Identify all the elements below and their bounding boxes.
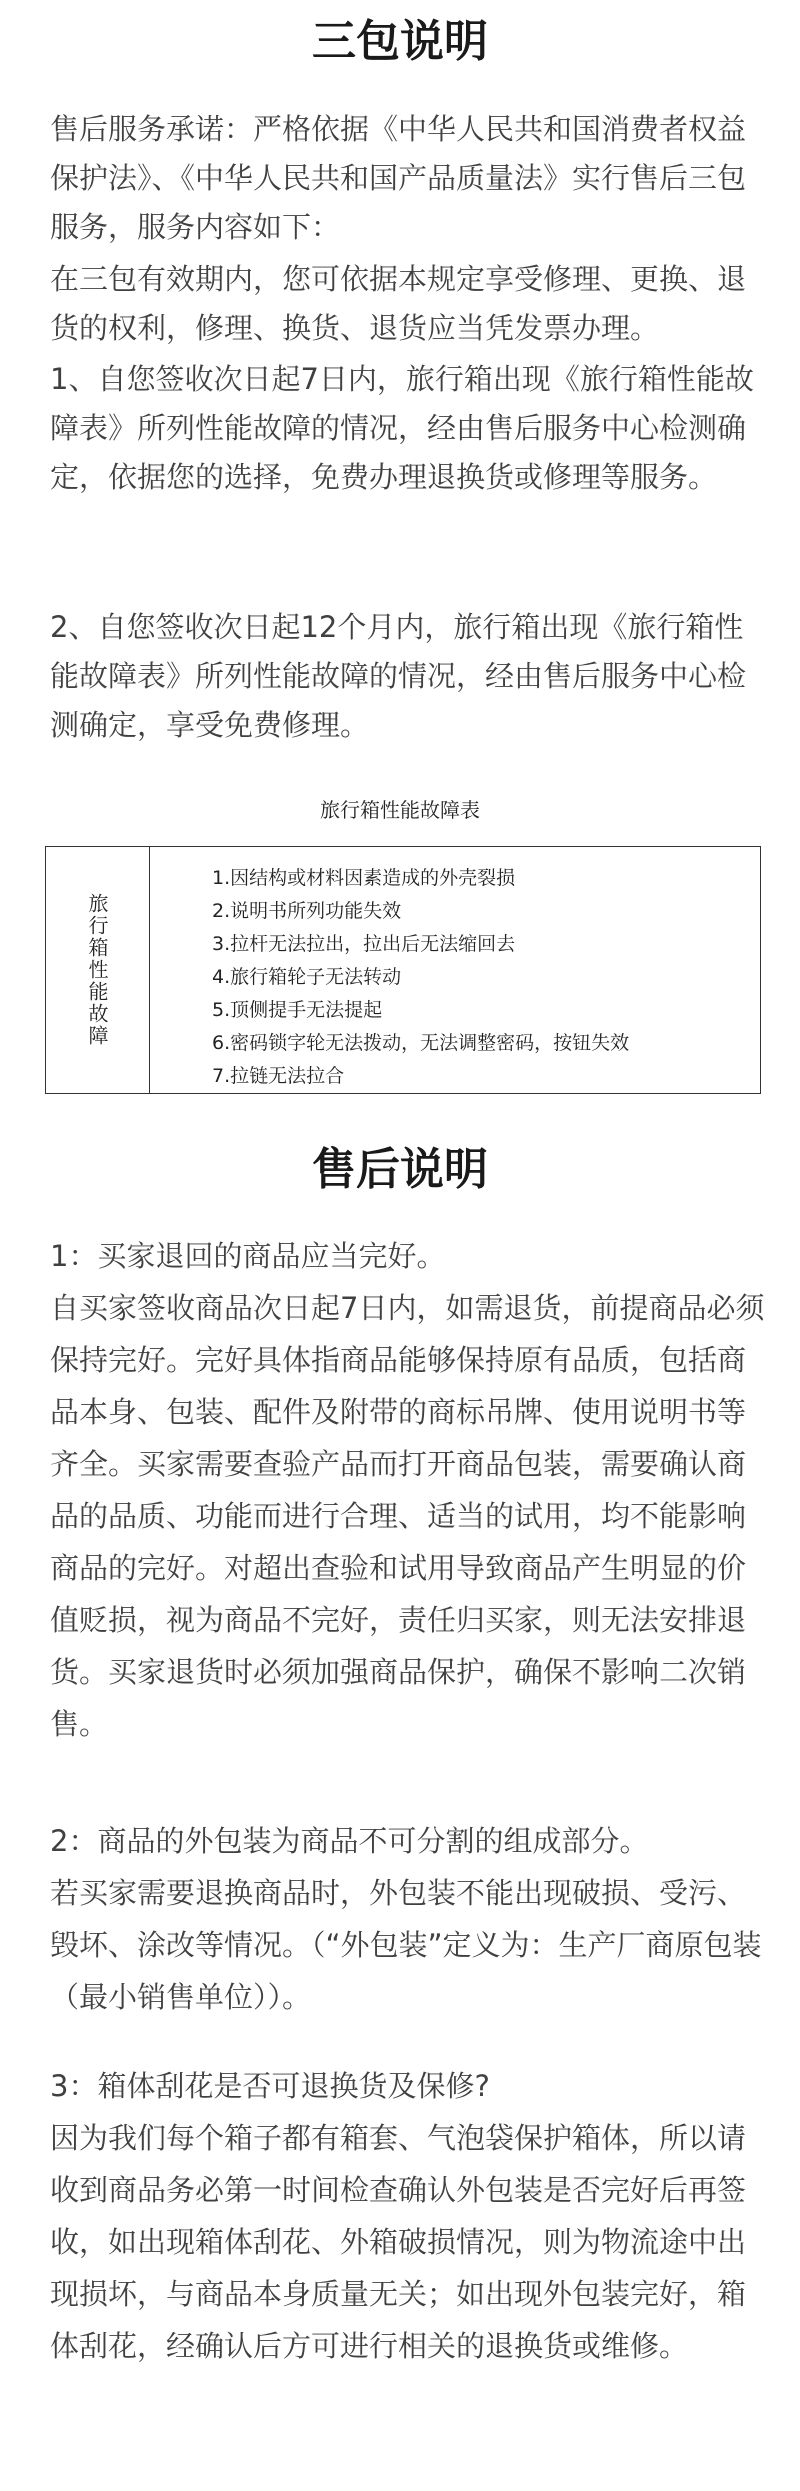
fault-table (45, 846, 761, 1094)
fault-item: 2.说明书所列功能失效 (212, 900, 402, 922)
seven-day-clause: 1、自您签收次日起7日内，旅行箱出现《旅行箱性能故障表》所列性能故障的情况，经由售后服务中心检测确定，依据您的选择，免费办理退换货或修理等服务。 (50, 362, 754, 494)
fault-table-label-cell (46, 847, 150, 1093)
fault-item: 6.密码锁字轮无法拨动，无法调整密码，按钮失效 (212, 1032, 630, 1054)
fault-item: 7.拉链无法拉合 (212, 1065, 345, 1087)
three-guarantees-title: 三包说明 (312, 16, 488, 67)
after-sales-title: 售后说明 (312, 1144, 488, 1195)
fault-table-title: 旅行箱性能故障表 (320, 798, 480, 822)
fault-table-label: 旅行箱性能故障 (85, 893, 109, 1047)
fault-item: 4.旅行箱轮子无法转动 (212, 966, 402, 988)
q3-body: 因为我们每个箱子都有箱套、气泡袋保护箱体，所以请收到商品务必第一时间检查确认外包装是否完好后再签收，如出现箱体刮花、外箱破损情况，则为物流途中出现损坏，与商品本身质量无关；如出现外包装完好，箱体刮花，经确认后方可进行相关的退换货或维修。 (50, 2121, 747, 2363)
twelve-month-clause: 2、自您签收次日起12个月内，旅行箱出现《旅行箱性能故障表》所列性能故障的情况，经由售后服务中心检测确定，享受免费修理。 (50, 610, 747, 742)
q2-body: 若买家需要退换商品时，外包装不能出现破损、受污、毁坏、涂改等情况。（“外包装”定义为：生产厂商原包装（最小销售单位））。 (50, 1876, 762, 2014)
fault-item: 1.因结构或材料因素造成的外壳裂损 (212, 867, 516, 889)
fault-item: 5.顶侧提手无法提起 (212, 999, 383, 1021)
fault-item: 3.拉杆无法拉出，拉出后无法缩回去 (212, 933, 516, 955)
fault-list (150, 847, 629, 1093)
validity-paragraph: 在三包有效期内，您可依据本规定享受修理、更换、退货的权利，修理、换货、退货应当凭发票办理。 (50, 262, 747, 345)
q3-title: 3：箱体刮花是否可退换货及保修? (50, 2069, 490, 2103)
service-promise-paragraph: 售后服务承诺：严格依据《中华人民共和国消费者权益保护法》、《中华人民共和国产品质量法》实行售后三包服务，服务内容如下： (50, 112, 747, 244)
q1-body: 自买家签收商品次日起7日内，如需退货，前提商品必须保持完好。完好具体指商品能够保持原有品质，包括商品本身、包装、配件及附带的商标吊牌、使用说明书等齐全。买家需要查验产品而打开商品包装，需要确认商品的品质、功能而进行合理、适当的试用，均不能影响商品的完好。对超出查验和试用导致商品产生明显的价值贬损，视为商品不完好，责任归买家，则无法安排退货。买家退货时必须加强商品保护，确保不影响二次销售。 (50, 1291, 765, 1741)
q1-title: 1：买家退回的商品应当完好。 (50, 1239, 446, 1273)
q2-title: 2：商品的外包装为商品不可分割的组成部分。 (50, 1824, 649, 1858)
